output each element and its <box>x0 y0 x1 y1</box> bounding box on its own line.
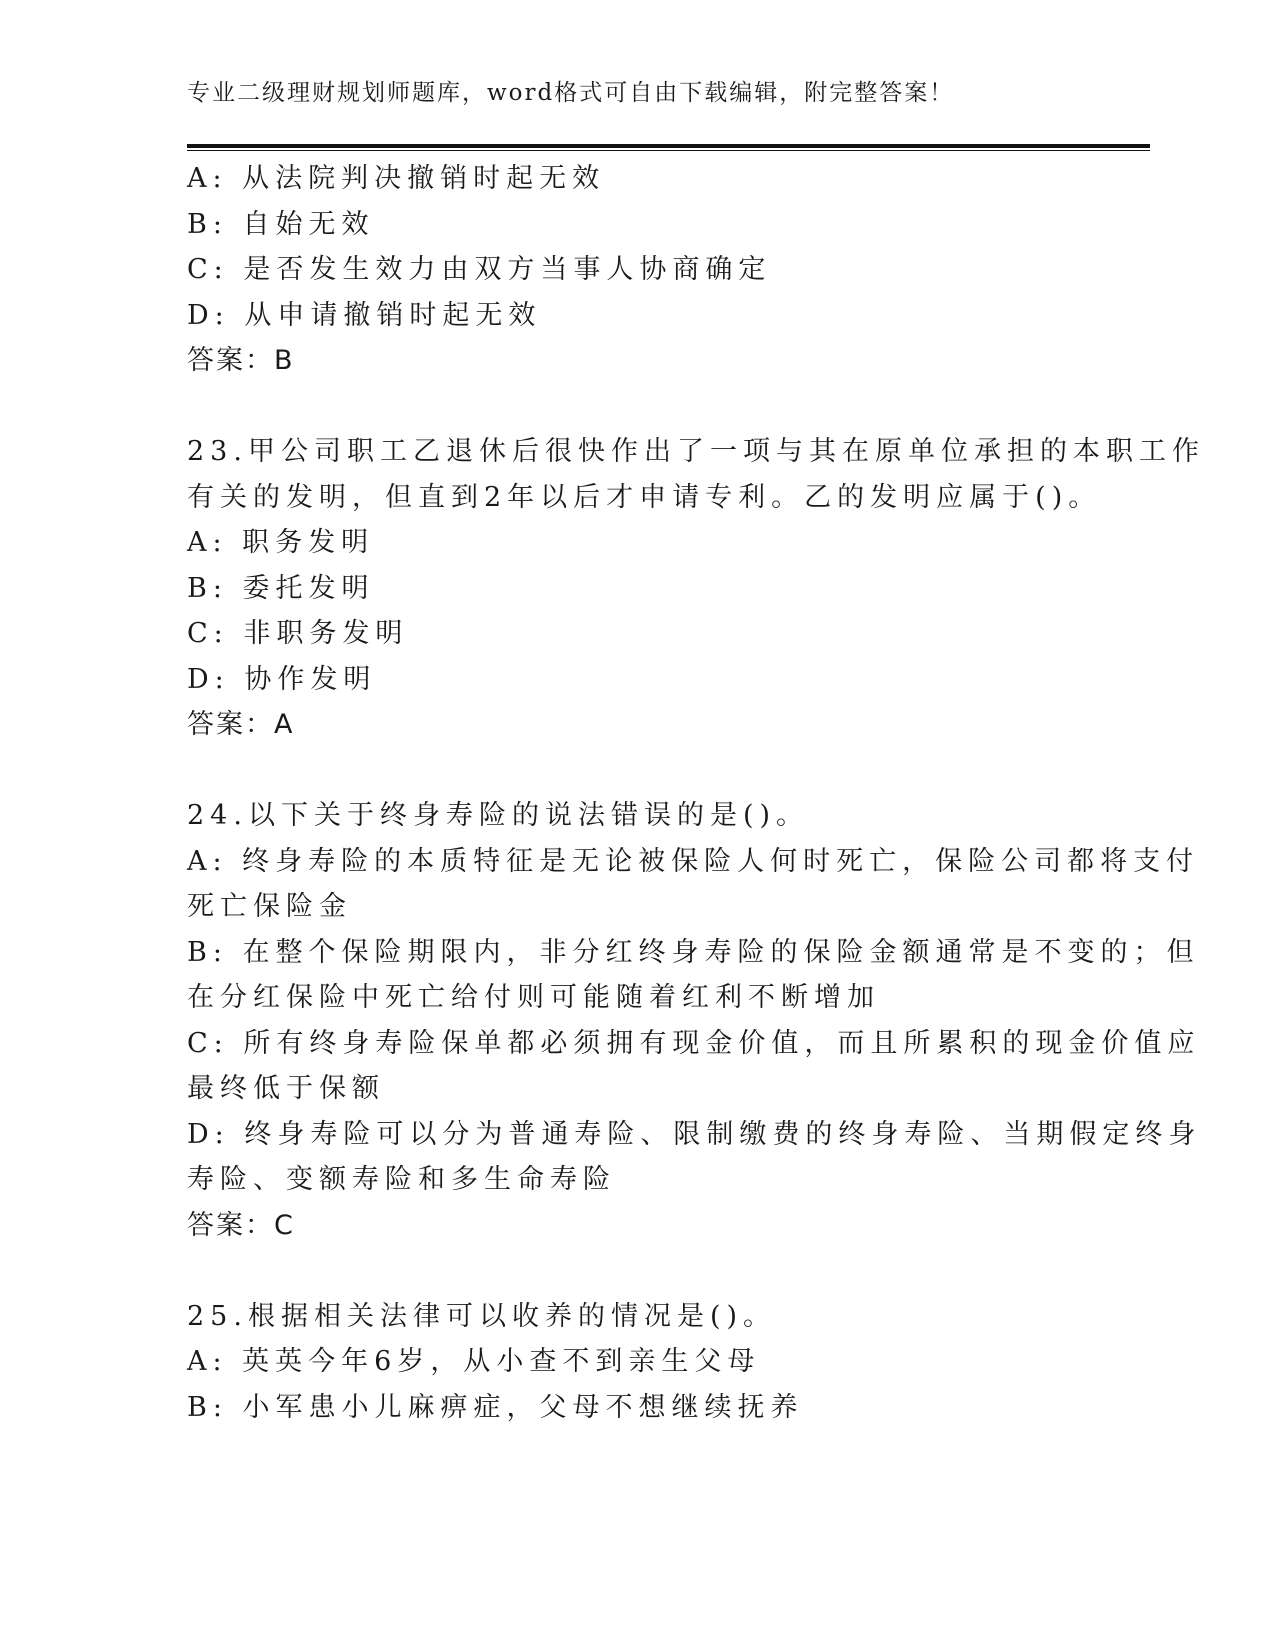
question-stem-line: 24.以下关于终身寿险的说法错误的是()。 <box>187 800 810 831</box>
option-d-continued: 寿险、变额寿险和多生命寿险 <box>187 1164 616 1195</box>
answer-line: 答案：C <box>187 1209 295 1241</box>
option-d: D: 协作发明 <box>187 663 377 695</box>
option-c: C: 所有终身寿险保单都必须拥有现金价值，而且所累积的现金价值应 <box>187 1027 1201 1059</box>
spacer <box>187 1248 1087 1294</box>
option-c: C: 非职务发明 <box>187 618 409 649</box>
option-c: C: 是否发生效力由双方当事人协商确定 <box>187 254 772 285</box>
option-b-continued: 在分红保险中死亡给付则可能随着红利不断增加 <box>187 982 880 1013</box>
answer-line: 答案：A <box>187 709 295 740</box>
option-a: A: 终身寿险的本质特征是无论被保险人何时死亡，保险公司都将支付 <box>187 845 1200 877</box>
page-header: 专业二级理财规划师题库，word格式可自由下载编辑，附完整答案！ <box>187 80 955 106</box>
question-stem-line: 25.根据相关法律可以收养的情况是()。 <box>187 1300 777 1332</box>
option-b: B: 在整个保险期限内，非分红终身寿险的保险金额通常是不变的；但 <box>187 936 1200 968</box>
question-23 <box>187 429 1205 748</box>
option-b: B: 小军患小儿麻痹症，父母不想继续抚养 <box>187 1391 804 1423</box>
option-c-continued: 最终低于保额 <box>187 1073 385 1104</box>
spacer <box>187 748 1087 794</box>
option-b: B: 委托发明 <box>187 572 375 604</box>
header-rule-thin <box>187 150 1150 151</box>
answer-line: 答案：B <box>187 345 295 376</box>
question-stem-line: 23.甲公司职工乙退休后很快作出了一项与其在原单位承担的本职工作 <box>187 436 1205 467</box>
document-body <box>187 156 1205 1430</box>
option-a-continued: 死亡保险金 <box>187 891 352 922</box>
question-stem-line: 有关的发明，但直到2年以后才申请专利。乙的发明应属于()。 <box>187 481 1102 513</box>
option-d: D: 从申请撤销时起无效 <box>187 299 542 331</box>
question-24 <box>187 793 1202 1248</box>
question-22 <box>187 156 1087 384</box>
option-d: D: 终身寿险可以分为普通寿险、限制缴费的终身寿险、当期假定终身 <box>187 1118 1202 1150</box>
option-a: A: 从法院判决撤销时起无效 <box>187 163 606 194</box>
question-25 <box>187 1294 1087 1431</box>
option-b: B: 自始无效 <box>187 208 375 240</box>
option-a: A: 职务发明 <box>187 527 375 558</box>
option-a: A: 英英今年6岁，从小查不到亲生父母 <box>187 1346 761 1377</box>
header-rule-thick <box>187 144 1150 148</box>
spacer <box>187 384 1087 430</box>
